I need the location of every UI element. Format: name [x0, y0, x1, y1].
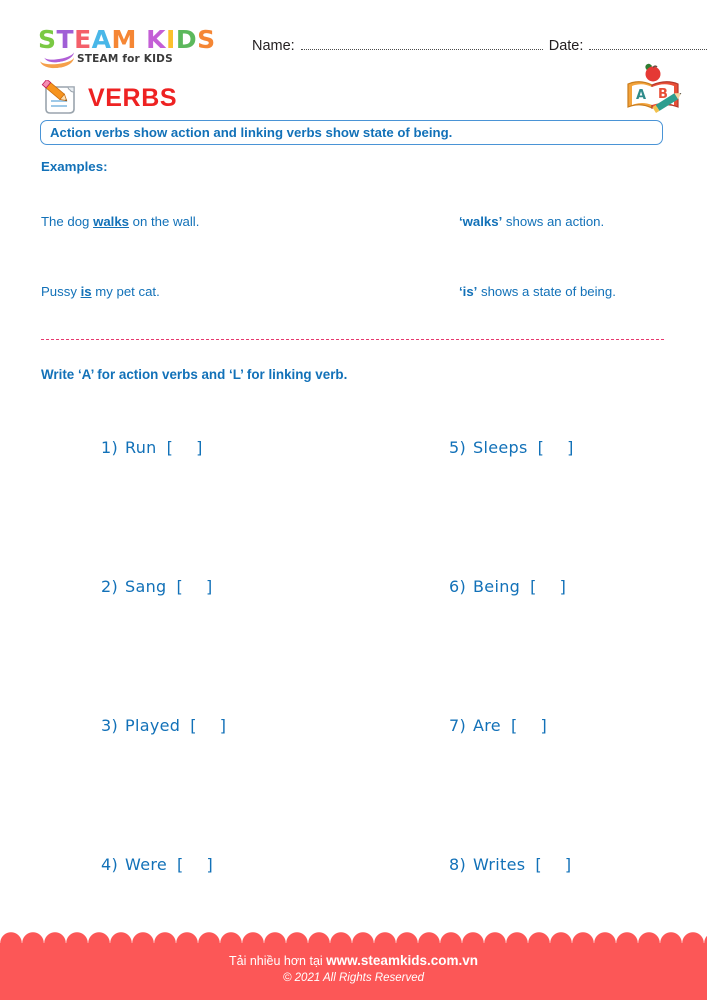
question-number: 2): [101, 577, 119, 596]
answer-box[interactable]: [ ]: [190, 716, 228, 735]
answer-box[interactable]: [ ]: [510, 716, 549, 735]
svg-text:A: A: [635, 88, 647, 103]
logo-tagline: STEAM for KIDS: [77, 53, 173, 65]
answer-box[interactable]: [ ]: [176, 577, 215, 596]
answer-box[interactable]: [ ]: [530, 577, 568, 596]
page-footer: [0, 932, 707, 1000]
abc-book-icon: [622, 62, 684, 118]
logo-letter: E: [74, 25, 92, 54]
page-header: [0, 0, 707, 70]
question-number: 3): [101, 716, 119, 735]
question-item-8: [449, 855, 573, 874]
footer-copyright: © 2021 All Rights Reserved: [282, 972, 424, 984]
question-item-2: [101, 577, 214, 596]
name-date-row: [252, 38, 682, 60]
section-divider: [41, 339, 664, 340]
logo-letter: T: [56, 25, 75, 54]
question-word: Writes: [473, 855, 526, 874]
definition-box: [40, 120, 663, 145]
example-row: [41, 214, 681, 234]
answer-box[interactable]: [ ]: [166, 438, 205, 457]
question-item-3: [101, 716, 228, 735]
logo-letter: I: [166, 25, 176, 54]
page-title: VERBS: [88, 83, 178, 112]
logo-letter: K: [146, 25, 166, 54]
question-word: Run: [125, 438, 157, 457]
question-word: Sleeps: [473, 438, 528, 457]
footer-url[interactable]: www.steamkids.com.vn: [326, 953, 478, 968]
examples-label: Examples:: [41, 159, 108, 174]
question-number: 8): [449, 855, 467, 874]
question-word: Are: [473, 716, 501, 735]
example-sentence: The dog walks on the wall.: [41, 214, 200, 229]
question-row: [0, 430, 707, 569]
question-number: 4): [101, 855, 119, 874]
logo-letter: A: [91, 25, 112, 54]
svg-text:B: B: [658, 87, 668, 102]
example-explanation: ‘is’ shows a state of being.: [459, 284, 616, 299]
logo-letter: D: [175, 25, 198, 54]
worksheet-title-row: [38, 78, 177, 118]
question-number: 6): [449, 577, 467, 596]
name-label: Name:: [252, 38, 295, 54]
question-item-6: [449, 577, 568, 596]
logo-letter: [137, 27, 146, 53]
question-row: [0, 708, 707, 847]
footer-content: [0, 943, 707, 1000]
question-number: 7): [449, 716, 467, 735]
footer-site-line: [0, 953, 707, 968]
logo-letter: M: [111, 25, 137, 54]
example-explanation: ‘walks’ shows an action.: [459, 214, 605, 229]
date-input[interactable]: [589, 38, 707, 50]
logo-letter: S: [38, 25, 57, 54]
question-list: [0, 430, 707, 986]
question-row: [0, 569, 707, 708]
definition-text: Action verbs show action and linking verbs show state of being.: [50, 125, 453, 140]
footer-prefix: Tải nhiều hơn tại: [229, 954, 327, 968]
question-word: Being: [473, 577, 521, 596]
question-word: Were: [125, 855, 168, 874]
question-number: 1): [101, 438, 119, 457]
name-input[interactable]: [301, 38, 543, 50]
steam-kids-logo: [38, 27, 238, 69]
answer-box[interactable]: [ ]: [535, 855, 574, 874]
task-instruction: Write ‘A’ for action verbs and ‘L’ for linking verb.: [41, 367, 348, 382]
example-row: [41, 284, 681, 304]
question-item-5: [449, 438, 575, 457]
question-number: 5): [449, 438, 467, 457]
logo-swoosh-orange-icon: [39, 48, 75, 69]
question-item-7: [449, 716, 549, 735]
question-word: Played: [125, 716, 181, 735]
question-word: Sang: [125, 577, 167, 596]
question-item-4: [101, 855, 215, 874]
answer-box[interactable]: [ ]: [537, 438, 576, 457]
question-item-1: [101, 438, 204, 457]
date-label: Date:: [548, 38, 584, 54]
pencil-paper-icon: [38, 80, 82, 116]
example-sentence: Pussy is my pet cat.: [41, 284, 160, 299]
answer-box[interactable]: [ ]: [177, 855, 215, 874]
logo-letter: S: [197, 25, 216, 54]
